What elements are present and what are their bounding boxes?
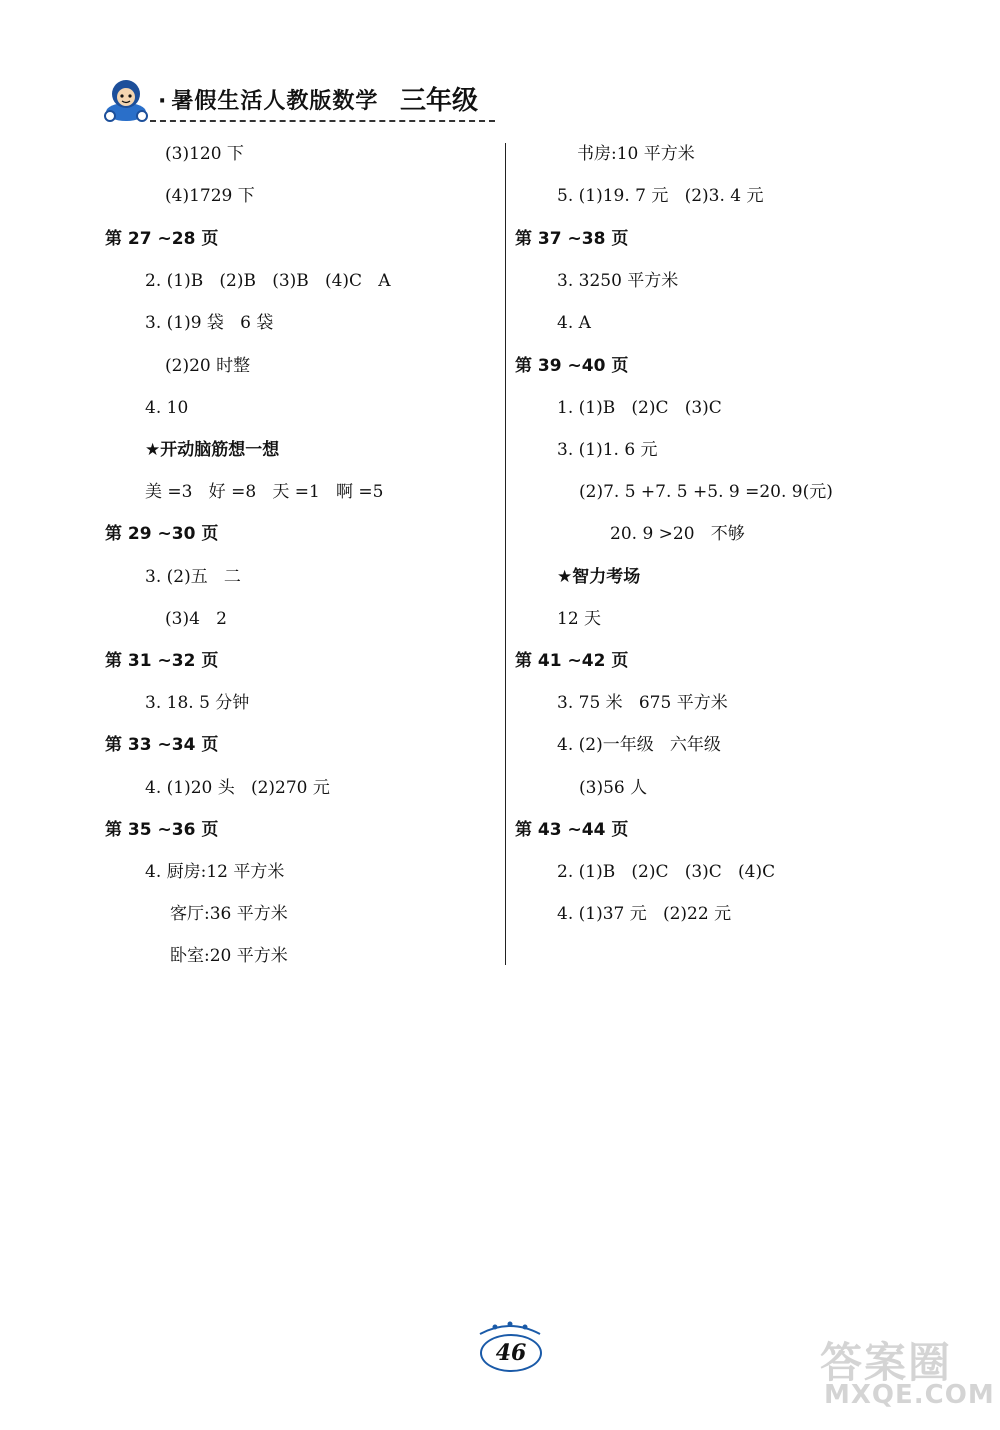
section-heading: 第 39 ~40 页: [515, 356, 629, 376]
answer-line: 4. (1)37 元 (2)22 元: [557, 904, 732, 924]
answer-line: (3)4 2: [165, 609, 227, 629]
answer-line: 书房:10 平方米: [577, 144, 695, 164]
title-bullet: ·: [158, 89, 168, 114]
section-heading: 第 27 ~28 页: [105, 229, 219, 249]
answer-line: 卧室:20 平方米: [170, 946, 288, 966]
bonus-heading: ★智力考场: [557, 567, 641, 587]
page-number: 46: [480, 1334, 542, 1372]
book-title: [158, 84, 378, 115]
answer-line: 12 天: [557, 609, 602, 629]
answer-line: 4. (2)一年级 六年级: [557, 735, 721, 755]
watermark-url-text: MXQE.COM: [824, 1380, 995, 1410]
answer-line: 美 =3 好 =8 天 =1 啊 =5: [145, 482, 384, 502]
header-dashed-rule: [150, 120, 495, 122]
grade-label: 三年级: [400, 86, 479, 116]
answer-line: 4. (1)20 头 (2)270 元: [145, 778, 330, 798]
answer-line: 3. 3250 平方米: [557, 271, 679, 291]
answer-line: 4. 厨房:12 平方米: [145, 862, 285, 882]
page-number-badge: [470, 1320, 550, 1380]
section-heading: 第 35 ~36 页: [105, 820, 219, 840]
answer-line: 20. 9 >20 不够: [610, 524, 745, 544]
answer-line: (2)7. 5 +7. 5 +5. 9 =20. 9(元): [579, 482, 833, 502]
answer-line: 3. 18. 5 分钟: [145, 693, 250, 713]
answer-line: 客厅:36 平方米: [170, 904, 288, 924]
answer-line: 3. (2)五 二: [145, 567, 241, 587]
answer-line: 2. (1)B (2)C (3)C (4)C: [557, 862, 776, 882]
answer-line: (3)56 人: [579, 778, 648, 798]
answer-line: 2. (1)B (2)B (3)B (4)C A: [145, 271, 391, 291]
mascot-icon: [100, 72, 152, 124]
section-heading: 第 37 ~38 页: [515, 229, 629, 249]
answer-line: (3)120 下: [165, 144, 244, 164]
section-heading: 第 43 ~44 页: [515, 820, 629, 840]
answer-line: 4. A: [557, 313, 591, 333]
section-heading: 第 41 ~42 页: [515, 651, 629, 671]
watermark-top-text: 答案圈: [820, 1338, 953, 1387]
bonus-heading: ★开动脑筋想一想: [145, 440, 280, 460]
answer-line: (4)1729 下: [165, 186, 255, 206]
answer-line: 3. 75 米 675 平方米: [557, 693, 728, 713]
column-divider: [505, 143, 506, 965]
book-title-text: 暑假生活人教版数学: [171, 89, 379, 114]
section-heading: 第 29 ~30 页: [105, 524, 219, 544]
page-header: [100, 70, 520, 130]
watermark-logo: [820, 1330, 995, 1420]
answer-line: (2)20 时整: [165, 356, 251, 376]
answer-line: 3. (1)1. 6 元: [557, 440, 658, 460]
section-heading: 第 33 ~34 页: [105, 735, 219, 755]
answer-line: 1. (1)B (2)C (3)C: [557, 398, 722, 418]
answer-line: 4. 10: [145, 398, 189, 418]
answer-line: 3. (1)9 袋 6 袋: [145, 313, 274, 333]
section-heading: 第 31 ~32 页: [105, 651, 219, 671]
answer-line: 5. (1)19. 7 元 (2)3. 4 元: [557, 186, 764, 206]
